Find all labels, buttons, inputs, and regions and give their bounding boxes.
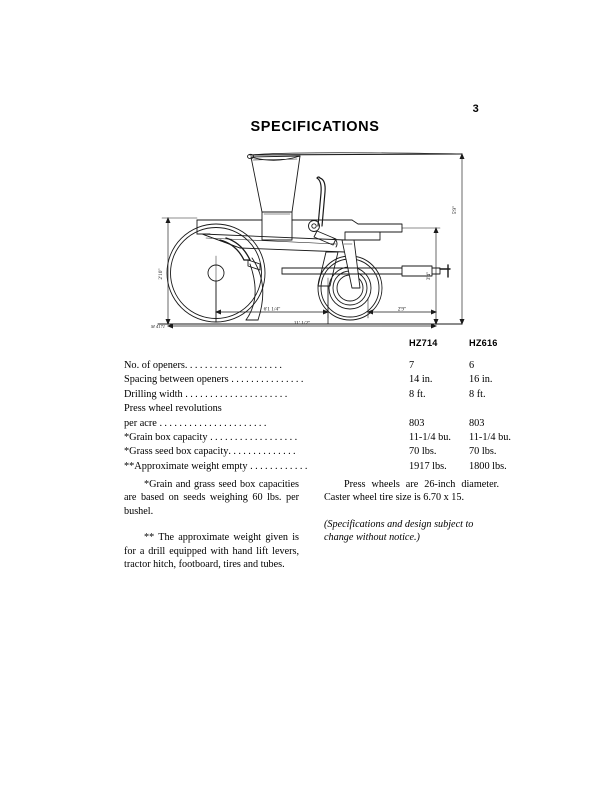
dot-leader: .............. bbox=[228, 446, 299, 458]
dot-leader: ............ bbox=[250, 460, 310, 472]
spec-label bbox=[124, 445, 298, 459]
spec-label bbox=[124, 388, 290, 402]
spec-label-text: Drilling width bbox=[124, 388, 186, 400]
value-hz714: 803 bbox=[409, 417, 425, 429]
table-row bbox=[124, 359, 504, 373]
specifications-table bbox=[124, 338, 511, 474]
spec-label bbox=[124, 460, 310, 474]
page-title: SPECIFICATIONS bbox=[250, 119, 380, 135]
footnote-disclaimer: (Specifications and design subject to change without notice.) bbox=[324, 518, 474, 544]
table-row bbox=[124, 388, 504, 402]
dot-leader: .................. bbox=[210, 431, 300, 443]
value-hz714: 70 lbs. bbox=[409, 446, 437, 458]
spec-label-text: *Grain box capacity bbox=[124, 431, 211, 443]
table-row bbox=[124, 431, 511, 445]
spec-label bbox=[124, 417, 269, 431]
spec-label-text: Press wheel revolutions bbox=[124, 403, 222, 415]
value-hz616: 6 bbox=[469, 360, 475, 371]
dim-overall-length: 11' 1/2" bbox=[293, 320, 311, 327]
spec-label-text: per acre bbox=[124, 417, 160, 429]
spec-label bbox=[124, 359, 284, 373]
dot-leader: ............... bbox=[231, 374, 306, 386]
dot-leader: ...................... bbox=[159, 417, 269, 429]
value-hz616: 16 in. bbox=[469, 374, 493, 386]
dim-wheelbase: 6'1 1/4" bbox=[263, 306, 281, 313]
spec-label-text: Spacing between openers bbox=[124, 374, 232, 386]
spec-label-text: *Grass seed box capacity bbox=[124, 446, 229, 458]
footnote-press-wheels: Press wheels are 26-inch diameter. Caster wheel tire size is 6.70 x 15. bbox=[324, 479, 499, 504]
spec-label bbox=[124, 431, 300, 445]
footnotes-left-column bbox=[124, 478, 299, 584]
value-hz616: 1800 lbs. bbox=[469, 460, 507, 472]
value-hz714: 1917 lbs. bbox=[409, 460, 447, 472]
technical-drawing bbox=[140, 148, 492, 334]
dot-leader: ..................... bbox=[185, 388, 290, 400]
page-number: 3 bbox=[472, 103, 479, 115]
table-header-row bbox=[124, 338, 504, 354]
dim-overall-height: 5'9" bbox=[452, 205, 458, 215]
value-hz616: 803 bbox=[469, 417, 485, 429]
table-row bbox=[124, 445, 504, 459]
table-row bbox=[124, 373, 504, 387]
spec-label bbox=[124, 402, 222, 416]
dim-press-wheel-height: 2'10" bbox=[158, 268, 164, 280]
footnote-weight: ** The approximate weight given is for a drill equipped with hand lift levers, tractor hitch, footboard, tires and tubes. bbox=[124, 532, 299, 571]
table-row bbox=[124, 460, 507, 474]
spec-label bbox=[124, 373, 306, 387]
value-hz616: 70 lbs. bbox=[469, 446, 497, 458]
value-hz616: 11-1/4 bu. bbox=[469, 431, 511, 443]
spec-label-text: **Approximate weight empty bbox=[124, 460, 251, 472]
column-header-hz616: HZ616 bbox=[469, 338, 498, 348]
value-hz616: 8 ft. bbox=[469, 388, 486, 400]
value-hz714: 8 ft. bbox=[409, 388, 426, 400]
value-hz714: 7 bbox=[409, 360, 415, 371]
table-body bbox=[124, 359, 511, 474]
value-hz714: 14 in. bbox=[409, 374, 433, 386]
spec-label-text: No. of openers bbox=[124, 360, 185, 371]
dim-hitch-length: 2'9" bbox=[397, 306, 407, 313]
footnotes-right-column bbox=[324, 478, 499, 558]
footnote-capacities: *Grain and grass seed box capacities are based on seeds weighing 60 lbs. per bushel. bbox=[124, 479, 299, 517]
dot-leader: .................... bbox=[184, 360, 285, 371]
table-row bbox=[124, 402, 504, 416]
drawing-reference-code: M 4171 bbox=[150, 324, 166, 329]
dim-caster-height: 3'4" bbox=[426, 271, 432, 281]
table-row bbox=[124, 417, 504, 431]
value-hz714: 11-1/4 bu. bbox=[409, 431, 451, 443]
column-header-hz714: HZ714 bbox=[409, 338, 438, 348]
